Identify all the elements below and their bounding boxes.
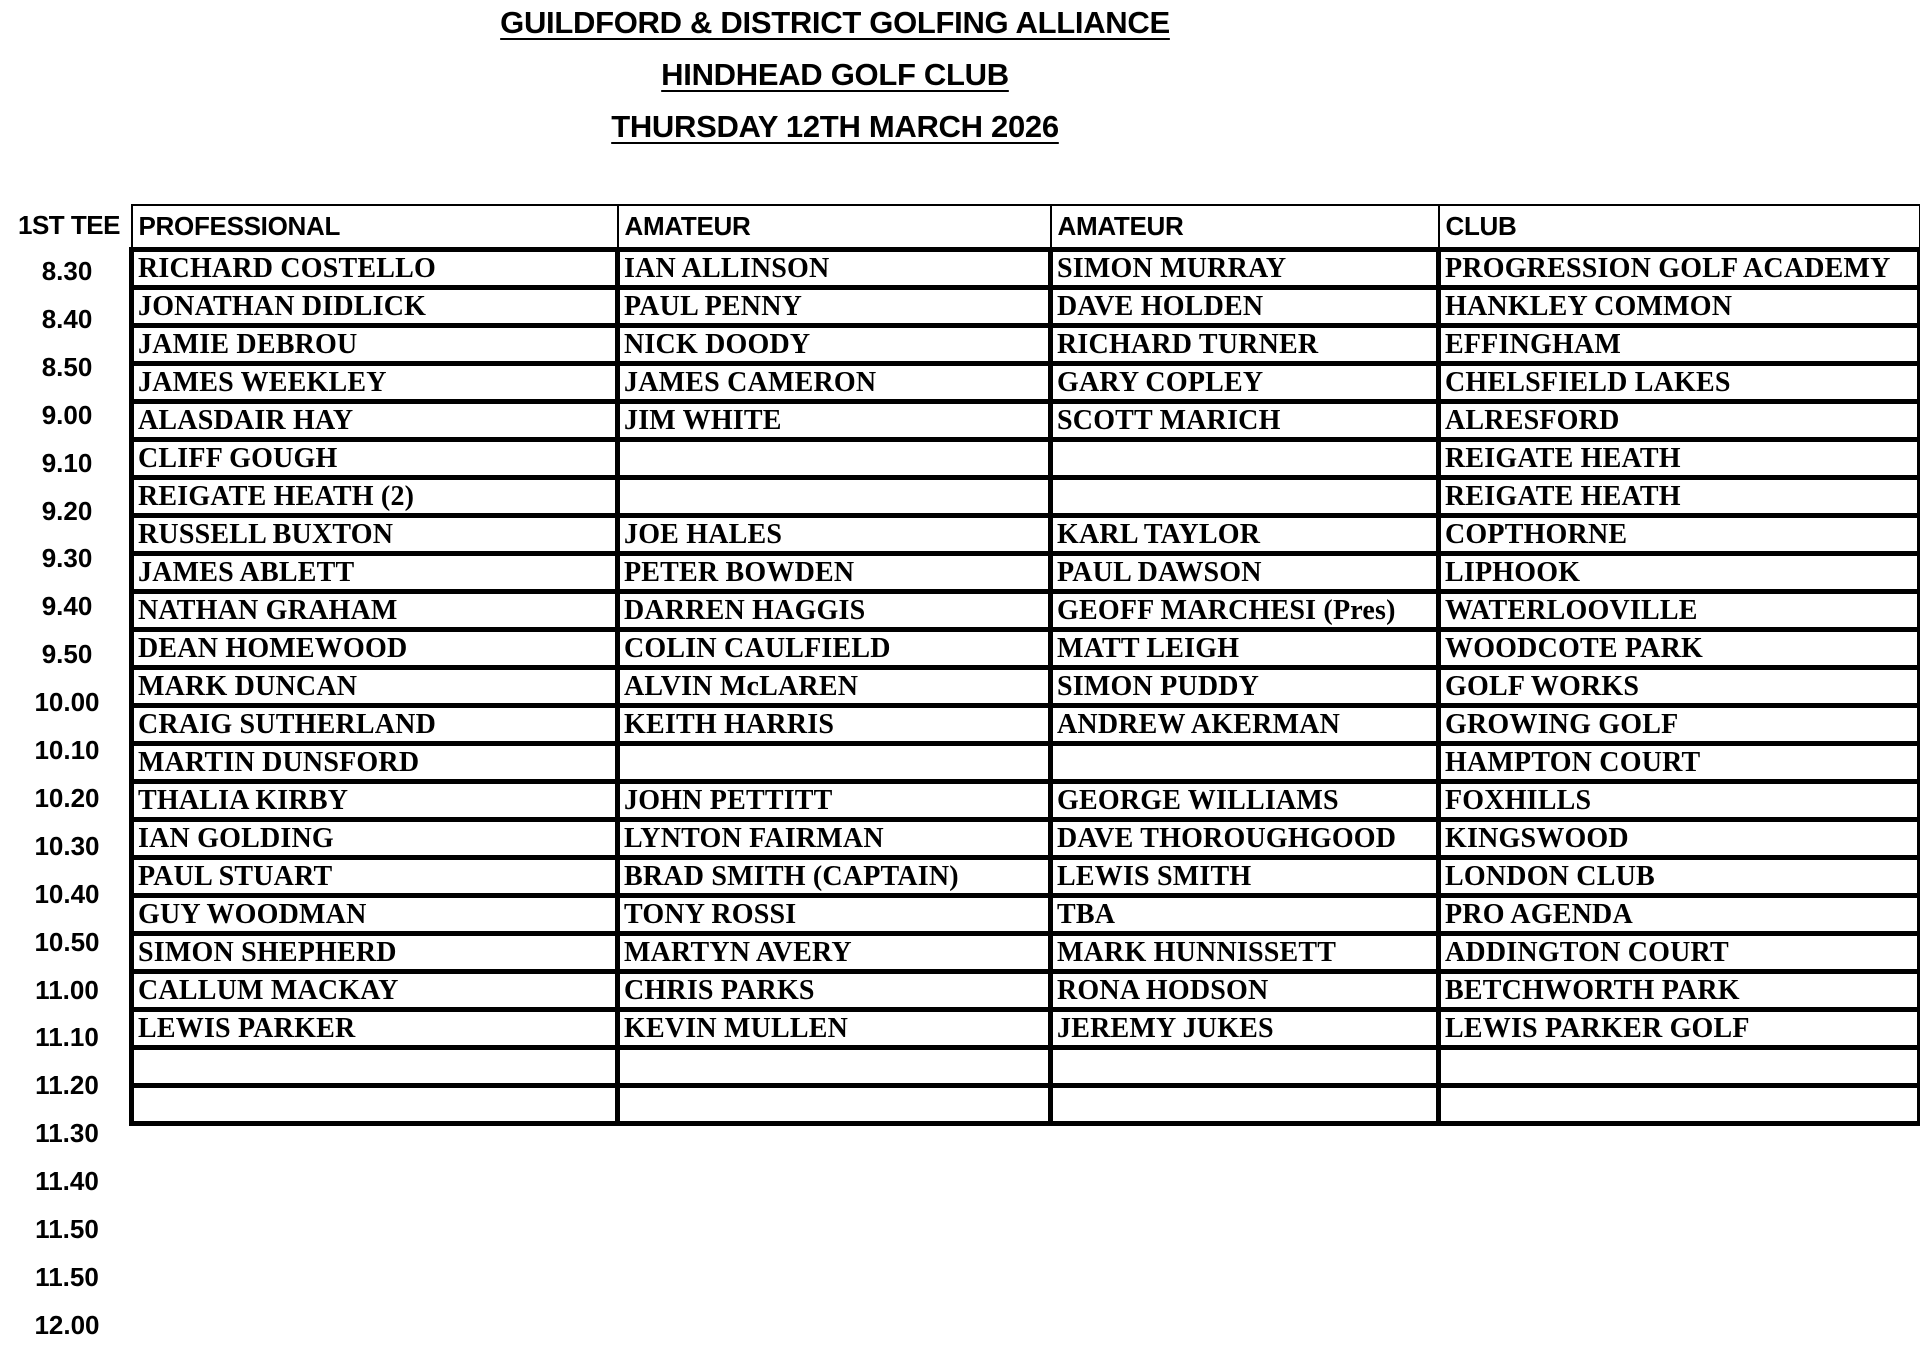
amateur-2-cell: SIMON MURRAY xyxy=(1051,250,1439,288)
tee-time: 10.00 xyxy=(34,687,100,718)
club-cell: REIGATE HEATH xyxy=(1439,440,1920,478)
table-row xyxy=(132,744,1920,782)
club-cell: BETCHWORTH PARK xyxy=(1439,972,1920,1010)
amateur-1-cell: DARREN HAGGIS xyxy=(618,592,1051,630)
venue-title: HINDHEAD GOLF CLUB xyxy=(661,57,1009,92)
tee-time: 9.40 xyxy=(41,591,93,622)
table-row xyxy=(132,820,1920,858)
column-header-amateur-2: AMATEUR xyxy=(1051,205,1439,250)
amateur-1-cell xyxy=(618,478,1051,516)
club-cell xyxy=(1439,1086,1920,1124)
club-cell: WATERLOOVILLE xyxy=(1439,592,1920,630)
tee-time: 8.40 xyxy=(41,303,93,334)
club-cell: LONDON CLUB xyxy=(1439,858,1920,896)
amateur-2-cell: DAVE HOLDEN xyxy=(1051,288,1439,326)
table-row xyxy=(132,1086,1920,1124)
amateur-2-cell xyxy=(1051,744,1439,782)
professional-cell: JAMES WEEKLEY xyxy=(132,364,618,402)
amateur-1-cell: PETER BOWDEN xyxy=(618,554,1051,592)
amateur-1-cell: MARTYN AVERY xyxy=(618,934,1051,972)
club-cell: HAMPTON COURT xyxy=(1439,744,1920,782)
amateur-2-cell: KARL TAYLOR xyxy=(1051,516,1439,554)
table-row xyxy=(132,288,1920,326)
document-title: GUILDFORD & DISTRICT GOLFING ALLIANCE xyxy=(500,5,1170,40)
tee-time: 9.30 xyxy=(41,543,93,574)
club-cell: EFFINGHAM xyxy=(1439,326,1920,364)
tee-time: 10.20 xyxy=(34,782,100,813)
amateur-1-cell: LYNTON FAIRMAN xyxy=(618,820,1051,858)
tee-time: 9.50 xyxy=(41,639,93,670)
table-row xyxy=(132,364,1920,402)
table-row xyxy=(132,896,1920,934)
amateur-2-cell: GARY COPLEY xyxy=(1051,364,1439,402)
table-row xyxy=(132,972,1920,1010)
club-cell xyxy=(1439,1048,1920,1086)
column-header-amateur-1: AMATEUR xyxy=(618,205,1051,250)
professional-cell: REIGATE HEATH (2) xyxy=(132,478,618,516)
column-header-club: CLUB xyxy=(1439,205,1920,250)
table-row xyxy=(132,1048,1920,1086)
amateur-1-cell: JAMES CAMERON xyxy=(618,364,1051,402)
professional-cell: CRAIG SUTHERLAND xyxy=(132,706,618,744)
tee-time: 9.10 xyxy=(41,447,93,478)
amateur-1-cell: CHRIS PARKS xyxy=(618,972,1051,1010)
tee-column-header: 1ST TEE xyxy=(18,210,120,240)
amateur-2-cell xyxy=(1051,1048,1439,1086)
tee-time: 11.00 xyxy=(35,974,99,1005)
amateur-1-cell: ALVIN McLAREN xyxy=(618,668,1051,706)
amateur-2-cell: MATT LEIGH xyxy=(1051,630,1439,668)
club-cell: COPTHORNE xyxy=(1439,516,1920,554)
tee-time: 11.10 xyxy=(35,1022,99,1053)
table-row xyxy=(132,402,1920,440)
professional-cell: CALLUM MACKAY xyxy=(132,972,618,1010)
tee-draw-table xyxy=(129,204,1920,1126)
table-row xyxy=(132,478,1920,516)
table-body xyxy=(132,250,1920,1124)
tee-time: 9.00 xyxy=(41,399,93,430)
table-row xyxy=(132,782,1920,820)
date-title: THURSDAY 12TH MARCH 2026 xyxy=(611,109,1059,144)
club-cell: GOLF WORKS xyxy=(1439,668,1920,706)
club-cell: GROWING GOLF xyxy=(1439,706,1920,744)
amateur-2-cell: GEOFF MARCHESI (Pres) xyxy=(1051,592,1439,630)
professional-cell: JONATHAN DIDLICK xyxy=(132,288,618,326)
club-cell: ALRESFORD xyxy=(1439,402,1920,440)
amateur-2-cell: TBA xyxy=(1051,896,1439,934)
tee-time: 9.20 xyxy=(41,495,93,526)
table-row xyxy=(132,554,1920,592)
table-row xyxy=(132,630,1920,668)
club-cell: WOODCOTE PARK xyxy=(1439,630,1920,668)
club-cell: LIPHOOK xyxy=(1439,554,1920,592)
amateur-1-cell xyxy=(618,1086,1051,1124)
professional-cell: GUY WOODMAN xyxy=(132,896,618,934)
professional-cell: IAN GOLDING xyxy=(132,820,618,858)
amateur-2-cell: JEREMY JUKES xyxy=(1051,1010,1439,1048)
amateur-2-cell xyxy=(1051,1086,1439,1124)
tee-time: 11.50 xyxy=(35,1261,99,1292)
professional-cell: ALASDAIR HAY xyxy=(132,402,618,440)
professional-cell: MARK DUNCAN xyxy=(132,668,618,706)
table-row xyxy=(132,706,1920,744)
club-cell: LEWIS PARKER GOLF xyxy=(1439,1010,1920,1048)
tee-time: 8.50 xyxy=(41,351,93,382)
professional-cell: CLIFF GOUGH xyxy=(132,440,618,478)
tee-time: 10.50 xyxy=(34,926,100,957)
professional-cell: RUSSELL BUXTON xyxy=(132,516,618,554)
amateur-1-cell: JIM WHITE xyxy=(618,402,1051,440)
table-row xyxy=(132,858,1920,896)
club-cell: REIGATE HEATH xyxy=(1439,478,1920,516)
tee-time: 11.50 xyxy=(35,1214,99,1244)
professional-cell: MARTIN DUNSFORD xyxy=(132,744,618,782)
column-header-professional: PROFESSIONAL xyxy=(132,205,618,250)
professional-cell xyxy=(132,1086,618,1124)
amateur-2-cell: DAVE THOROUGHGOOD xyxy=(1051,820,1439,858)
table-row xyxy=(132,1010,1920,1048)
professional-cell: RICHARD COSTELLO xyxy=(132,250,618,288)
table-row xyxy=(132,668,1920,706)
amateur-1-cell: NICK DOODY xyxy=(618,326,1051,364)
professional-cell: JAMIE DEBROU xyxy=(132,326,618,364)
professional-cell: SIMON SHEPHERD xyxy=(132,934,618,972)
table-row xyxy=(132,592,1920,630)
amateur-1-cell xyxy=(618,744,1051,782)
tee-time: 11.40 xyxy=(35,1166,99,1197)
amateur-1-cell: JOHN PETTITT xyxy=(618,782,1051,820)
tee-time: 12.00 xyxy=(34,1309,100,1340)
club-cell: HANKLEY COMMON xyxy=(1439,288,1920,326)
table-row xyxy=(132,250,1920,288)
tee-time: 10.30 xyxy=(34,830,100,861)
amateur-1-cell: KEITH HARRIS xyxy=(618,706,1051,744)
club-cell: FOXHILLS xyxy=(1439,782,1920,820)
amateur-2-cell: SIMON PUDDY xyxy=(1051,668,1439,706)
amateur-1-cell: COLIN CAULFIELD xyxy=(618,630,1051,668)
amateur-1-cell xyxy=(618,1048,1051,1086)
tee-time: 11.20 xyxy=(35,1070,99,1101)
professional-cell: JAMES ABLETT xyxy=(132,554,618,592)
tee-time: 11.30 xyxy=(35,1118,99,1149)
club-cell: PROGRESSION GOLF ACADEMY xyxy=(1439,250,1920,288)
table-header-row xyxy=(132,205,1920,250)
table-row xyxy=(132,516,1920,554)
club-cell: ADDINGTON COURT xyxy=(1439,934,1920,972)
amateur-2-cell xyxy=(1051,440,1439,478)
tee-time: 8.30 xyxy=(41,256,93,286)
amateur-2-cell: LEWIS SMITH xyxy=(1051,858,1439,896)
amateur-1-cell: IAN ALLINSON xyxy=(618,250,1051,288)
amateur-2-cell: SCOTT MARICH xyxy=(1051,402,1439,440)
amateur-2-cell: RICHARD TURNER xyxy=(1051,326,1439,364)
professional-cell: DEAN HOMEWOOD xyxy=(132,630,618,668)
professional-cell xyxy=(132,1048,618,1086)
amateur-1-cell: KEVIN MULLEN xyxy=(618,1010,1051,1048)
amateur-2-cell xyxy=(1051,478,1439,516)
amateur-1-cell: BRAD SMITH (CAPTAIN) xyxy=(618,858,1051,896)
club-cell: KINGSWOOD xyxy=(1439,820,1920,858)
tee-time: 10.10 xyxy=(34,735,100,765)
professional-cell: THALIA KIRBY xyxy=(132,782,618,820)
professional-cell: LEWIS PARKER xyxy=(132,1010,618,1048)
club-cell: PRO AGENDA xyxy=(1439,896,1920,934)
amateur-2-cell: RONA HODSON xyxy=(1051,972,1439,1010)
amateur-2-cell: MARK HUNNISSETT xyxy=(1051,934,1439,972)
table-row xyxy=(132,440,1920,478)
amateur-2-cell: ANDREW AKERMAN xyxy=(1051,706,1439,744)
amateur-1-cell: TONY ROSSI xyxy=(618,896,1051,934)
table-row xyxy=(132,326,1920,364)
professional-cell: NATHAN GRAHAM xyxy=(132,592,618,630)
amateur-1-cell: PAUL PENNY xyxy=(618,288,1051,326)
professional-cell: PAUL STUART xyxy=(132,858,618,896)
amateur-1-cell: JOE HALES xyxy=(618,516,1051,554)
amateur-1-cell xyxy=(618,440,1051,478)
amateur-2-cell: GEORGE WILLIAMS xyxy=(1051,782,1439,820)
amateur-2-cell: PAUL DAWSON xyxy=(1051,554,1439,592)
table-row xyxy=(132,934,1920,972)
tee-time: 10.40 xyxy=(34,878,100,909)
club-cell: CHELSFIELD LAKES xyxy=(1439,364,1920,402)
